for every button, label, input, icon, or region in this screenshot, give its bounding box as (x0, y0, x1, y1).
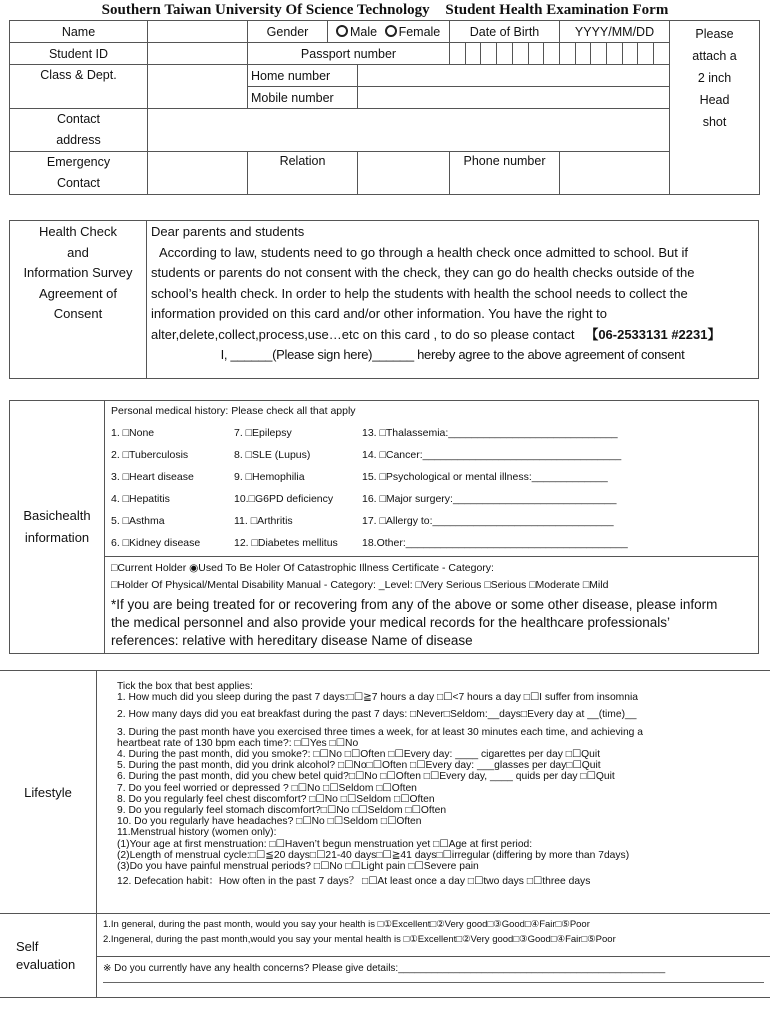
medical-history (105, 401, 759, 557)
university-name: Southern Taiwan University Of Science Technology (101, 2, 430, 18)
lifestyle-question[interactable]: 1. How much did you sleep during the past 7 days:□☐≧7 hours a day □☐<7 hours a day □☐I suffer from insomnia (117, 692, 638, 704)
mobile-number-field[interactable] (358, 87, 670, 109)
history-item[interactable]: 8. □SLE (Lupus) (234, 449, 311, 461)
basic-health-label (10, 401, 105, 654)
consent-contact: alter,delete,collect,process,use…etc on this card , to do so please contact (151, 326, 575, 342)
history-row (111, 444, 752, 466)
history-item[interactable]: 2. □Tuberculosis (111, 449, 189, 461)
history-row (111, 466, 752, 488)
photo-box[interactable] (670, 21, 760, 195)
lifestyle-question[interactable]: (3)Do you have painful menstrual periods? □☐No □☐Light pain □☐Severe pain (117, 861, 479, 873)
contact-address-field[interactable] (148, 109, 670, 152)
self-evaluation-label (0, 914, 97, 998)
passport-field[interactable] (450, 43, 670, 65)
photo-line: attach a (692, 49, 737, 63)
photo-line: Please (695, 27, 734, 41)
history-item[interactable]: 12. □Diabetes mellitus (234, 537, 338, 549)
contact-address-line: Contact (56, 112, 101, 126)
gender-options (328, 21, 450, 43)
lifestyle-question: 3. During the past month have you exercised three times a week, for at least 30 minutes each time, and achieving a (117, 726, 644, 738)
lifestyle-question[interactable]: 6. During the past month, did you chew betel quid?□☐No □☐Often □☐Every day, ____ quids per day □☐Quit (117, 771, 615, 783)
history-item[interactable]: 16. □Major surgery:____________________________ (362, 493, 617, 505)
consent-line (151, 325, 754, 346)
lifestyle-table (0, 670, 770, 998)
male-label: Male (350, 24, 378, 39)
consent-table (9, 220, 759, 379)
history-row (111, 532, 752, 554)
medical-history-header: Personal medical history: Please check all that apply (111, 405, 356, 417)
student-id-field[interactable] (148, 43, 248, 65)
photo-line: shot (702, 115, 727, 129)
disability-manual-line[interactable]: □Holder Of Physical/Mental Disability Manual - Category: _Level: □Very Serious □Serious □Moderate □Mild (111, 579, 609, 591)
history-item[interactable]: 13. □Thalassemia:_____________________________ (362, 427, 618, 439)
history-item[interactable]: 9. □Hemophilia (234, 471, 305, 483)
male-radio[interactable] (336, 25, 348, 37)
consent-label-line: Information Survey (23, 265, 133, 280)
lifestyle-question[interactable]: 9. Do you regularly feel stomach discomfort?□☐No □☐Seldom □☐Often (117, 805, 447, 817)
lifestyle-question[interactable]: 7. Do you feel worried or depressed ? □☐No □☐Seldom □☐Often (117, 782, 417, 794)
history-item[interactable]: 5. □Asthma (111, 515, 165, 527)
notice-line: *If you are being treated for or recovering from any of the above or some other disease, please inform (111, 597, 718, 612)
personal-info-table (9, 20, 760, 195)
consent-label-line: and (67, 244, 89, 260)
consent-label-line: Health Check (38, 224, 118, 239)
contact-phone: 【06-2533131 #2231】 (585, 326, 721, 342)
lifestyle-question[interactable]: 10. Do you regularly have headaches? □☐No □☐Seldom □☐Often (117, 816, 422, 828)
name-label: Name (10, 21, 148, 43)
lifestyle-question[interactable]: 12. Defecation habit：How often in the past 7 days？ □☐At least once a day □☐two days □☐three days (117, 876, 591, 888)
certificate-info (105, 557, 759, 654)
basic-health-line: Basichealth (23, 508, 91, 523)
phone-number-field[interactable] (560, 152, 670, 195)
lifestyle-question[interactable]: 8. Do you regularly feel chest discomfort? □☐No □☐Seldom □☐Often (117, 793, 435, 805)
form-name: Student Health Examination Form (445, 2, 669, 18)
emergency-contact-field[interactable] (148, 152, 248, 195)
consent-line: information provided on this card and/or other information. You have the right to (151, 306, 608, 321)
emergency-contact-line: Emergency (46, 155, 111, 169)
lifestyle-questions (97, 671, 770, 914)
relation-label: Relation (248, 152, 358, 195)
lifestyle-question[interactable]: heartbeat rate of 130 bpm each time?: □☐Yes □☐No (117, 737, 359, 749)
consent-signature-line[interactable]: I, ______(Please sign here)______ hereby agree to the above agreement of consent (220, 347, 685, 362)
history-row (111, 422, 752, 444)
consent-line: school’s health check. In order to help the students with health the school needs to collect the (151, 285, 688, 301)
history-item[interactable]: 18.Other:______________________________________ (362, 537, 628, 549)
lifestyle-question[interactable]: 5. During the past month, did you drink alcohol? □☐No□☐Often □☐Every day: ___glasses per day□☐Quit (117, 760, 601, 772)
consent-text (147, 221, 759, 379)
self-evaluation-line: Self (16, 938, 39, 954)
lifestyle-question: 11.Menstrual history (women only): (117, 827, 277, 839)
notice-line: references: relative with hereditary disease Name of disease (111, 633, 473, 648)
passport-label: Passport number (248, 43, 450, 65)
lifestyle-question[interactable]: (2)Length of menstrual cycle:□☐≦20 days□☐21-40 days□☐≧41 days□☐irregular (differing by more than 7days) (117, 849, 630, 861)
form-title (0, 0, 770, 20)
history-item[interactable]: 10.□G6PD deficiency (234, 493, 334, 505)
self-rating (97, 914, 770, 957)
history-item[interactable]: 1. □None (111, 427, 155, 439)
emergency-contact-label (10, 152, 148, 195)
female-label: Female (398, 24, 441, 39)
concerns-blank-line[interactable] (103, 974, 764, 983)
history-item[interactable]: 4. □Hepatitis (111, 493, 170, 505)
history-item[interactable]: 6. □Kidney disease (111, 537, 201, 549)
consent-label-line: Consent (53, 306, 103, 321)
student-id-label: Student ID (10, 43, 148, 65)
consent-line: According to law, students need to go through a health check once admitted to school. But if (159, 244, 689, 260)
consent-label (10, 221, 147, 379)
dob-format[interactable]: YYYY/MM/DD (560, 21, 670, 43)
lifestyle-question[interactable]: 2. How many days did you eat breakfast during the past 7 days: □Never□Seldom:__days□Every day at __(time)__ (117, 709, 637, 721)
history-item[interactable]: 7. □Epilepsy (234, 427, 292, 439)
self-evaluation-line: evaluation (16, 956, 76, 972)
consent-line: students or parents do not consent with the check, they can go do health checks outside of the (151, 265, 695, 280)
health-concerns (97, 957, 770, 998)
history-item[interactable]: 11. □Arthritis (234, 515, 293, 527)
general-health-rating[interactable]: 1.In general, during the past month, would you say your health is □①Excellent□②Very good□③Good□④Fair□⑤Poor (103, 919, 590, 930)
photo-line: Head (699, 93, 730, 107)
catastrophic-illness-line[interactable]: □Current Holder ◉Used To Be Holer Of Catastrophic Illness Certificate - Category: (111, 562, 494, 574)
lifestyle-question[interactable]: (1)Your age at first menstruation: □☐Haven’t begun menstruation yet □☐Age at first period: (117, 838, 533, 850)
basic-health-table (9, 400, 759, 654)
consent-greeting: Dear parents and students (151, 224, 305, 239)
contact-address-line: address (56, 133, 101, 147)
class-dept-field[interactable] (148, 65, 248, 109)
history-item[interactable]: 3. □Heart disease (111, 471, 194, 483)
basic-health-line: information (24, 530, 90, 545)
health-concerns-line[interactable]: ※ Do you currently have any health concerns? Please give details:________________________________________________ (103, 963, 666, 974)
gender-label: Gender (248, 21, 328, 43)
notice-line: the medical personnel and also provide your medical records for the healthcare professionals’ (111, 615, 671, 630)
consent-label-line: Agreement of (38, 285, 118, 301)
class-dept-label: Class & Dept. (10, 65, 148, 109)
lifestyle-intro: Tick the box that best applies: (117, 681, 253, 692)
lifestyle-label: Lifestyle (0, 671, 97, 914)
contact-address-label (10, 109, 148, 152)
home-number-label: Home number (248, 65, 358, 87)
lifestyle-question[interactable]: 4. During the past month, did you smoke?: □☐No □☐Often □☐Every day: ____ cigarettes per day □☐Quit (117, 749, 601, 761)
photo-line: 2 inch (697, 71, 732, 85)
relation-field[interactable] (358, 152, 450, 195)
history-item[interactable]: 17. □Allergy to:_______________________________ (362, 515, 614, 527)
emergency-contact-line: Contact (56, 176, 101, 190)
phone-number-label: Phone number (450, 152, 560, 195)
history-item[interactable]: 14. □Cancer:__________________________________ (362, 449, 622, 461)
mental-health-rating[interactable]: 2.Ingeneral, during the past month,would you say your mental health is □①Excellent□②Very good□③Good□④Fair□⑤Poor (103, 934, 616, 945)
history-item[interactable]: 15. □Psychological or mental illness:_____________ (362, 471, 608, 483)
female-radio[interactable] (385, 25, 397, 37)
mobile-number-label: Mobile number (248, 87, 358, 109)
home-number-field[interactable] (358, 65, 670, 87)
history-row (111, 510, 752, 532)
name-field[interactable] (148, 21, 248, 43)
history-row (111, 488, 752, 510)
dob-label: Date of Birth (450, 21, 560, 43)
